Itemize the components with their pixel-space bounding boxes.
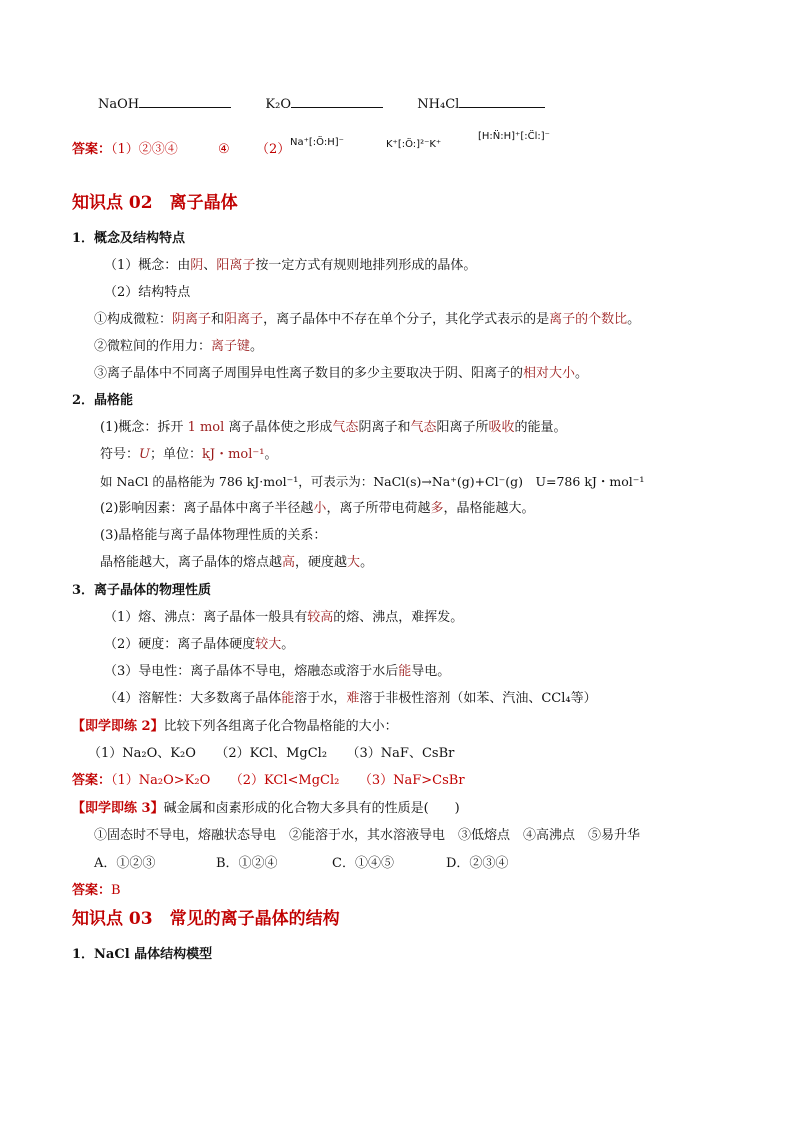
fill-item-k2o: K₂O xyxy=(265,97,291,112)
section-title: 知识点 02 离子晶体 xyxy=(72,193,238,213)
exercise-3-statements: ①固态时不导电，熔融状态导电 ②能溶于水，其水溶液导电 ③低熔点 ④高沸点 ⑤易升华 xyxy=(94,828,641,843)
answer-part: （2） xyxy=(256,142,291,157)
paragraph: (2)影响因素：离子晶体中离子半径越小，离子所带电荷越多，晶格能越大。 xyxy=(100,501,535,516)
paragraph: 如 NaCl 的晶格能为 786 kJ·mol⁻¹，可表示为：NaCl(s)→Na⁺(g)+Cl⁻(g) U=786 kJ・mol⁻¹ xyxy=(100,474,645,489)
option-a[interactable]: A．①②③ xyxy=(94,856,156,871)
paragraph: 符号：U；单位：kJ・mol⁻¹。 xyxy=(100,447,278,462)
paragraph: （1）概念：由阴、阳离子按一定方式有规则地排列形成的晶体。 xyxy=(104,258,477,273)
fill-item-naoh: NaOH xyxy=(98,97,140,112)
blank-line[interactable] xyxy=(139,94,231,108)
exercise-tag: 【即学即练 2】 xyxy=(72,719,164,734)
paragraph: （1）熔、沸点：离子晶体一般具有较高的熔、沸点，难挥发。 xyxy=(104,610,464,625)
paragraph: ③离子晶体中不同离子周围异电性离子数目的多少主要取决于阴、阳离子的相对大小。 xyxy=(94,366,589,381)
option-d[interactable]: D．②③④ xyxy=(446,856,509,871)
exercise-tag: 【即学即练 3】 xyxy=(72,801,164,816)
paragraph: （2）硬度：离子晶体硬度较大。 xyxy=(104,637,295,652)
fill-item-nh4cl: NH₄Cl xyxy=(417,97,460,112)
answer-label: 答案： xyxy=(72,142,112,157)
paragraph: ①构成微粒：阴离子和阳离子，离子晶体中不存在单个分子，其化学式表示的是离子的个数比。 xyxy=(94,312,641,327)
heading: 1．NaCl 晶体结构模型 xyxy=(72,947,213,962)
exercise-2-answer: 答案：（1）Na₂O>K₂O （2）KCl<MgCl₂ （3）NaF>CsBr xyxy=(72,773,465,788)
exercise-3-answer: 答案：B xyxy=(72,883,121,898)
answer-1 xyxy=(72,141,178,159)
heading: 2．晶格能 xyxy=(72,393,134,408)
paragraph: (1)概念：拆开 1 mol 离子晶体使之形成气态阴离子和气态阳离子所吸收的能量。 xyxy=(100,420,567,435)
electron-formula-k2o: K⁺[:Ö:]²⁻K⁺ xyxy=(386,139,442,150)
answer-part: （1）②③④ xyxy=(111,142,178,157)
paragraph: (3)晶格能与离子晶体物理性质的关系： xyxy=(100,528,327,543)
heading: 3．离子晶体的物理性质 xyxy=(72,583,212,598)
exercise-2-options: （1）Na₂O、K₂O （2）KCl、MgCl₂ （3）NaF、CsBr xyxy=(88,746,455,761)
fill-row xyxy=(98,94,545,114)
blank-line[interactable] xyxy=(291,94,383,108)
paragraph: ②微粒间的作用力：离子键。 xyxy=(94,339,264,354)
paragraph: （3）导电性：离子晶体不导电，熔融态或溶于水后能导电。 xyxy=(104,664,451,679)
electron-formula-nh4cl: [H:N̈:H]⁺[:C̈l:]⁻ xyxy=(478,131,550,142)
exercise-2-question: 【即学即练 2】比较下列各组离子化合物晶格能的大小： xyxy=(72,719,398,734)
option-c[interactable]: C．①④⑤ xyxy=(332,856,394,871)
paragraph: （2）结构特点 xyxy=(104,285,191,300)
exercise-3-question: 【即学即练 3】碱金属和卤素形成的化合物大多具有的性质是( ) xyxy=(72,801,460,816)
paragraph: （4）溶解性：大多数离子晶体能溶于水，难溶于非极性溶剂（如苯、汽油、CCl₄等） xyxy=(104,691,597,706)
electron-formula-naoh: Na⁺[:Ö:H]⁻ xyxy=(290,137,344,148)
heading: 1．概念及结构特点 xyxy=(72,231,186,246)
option-b[interactable]: B．①②④ xyxy=(216,856,278,871)
answer-part: ④ xyxy=(218,142,230,157)
paragraph: 晶格能越大，离子晶体的熔点越高，硬度越大。 xyxy=(100,555,374,570)
section-title: 知识点 03 常见的离子晶体的结构 xyxy=(72,909,340,929)
blank-line[interactable] xyxy=(459,94,545,108)
